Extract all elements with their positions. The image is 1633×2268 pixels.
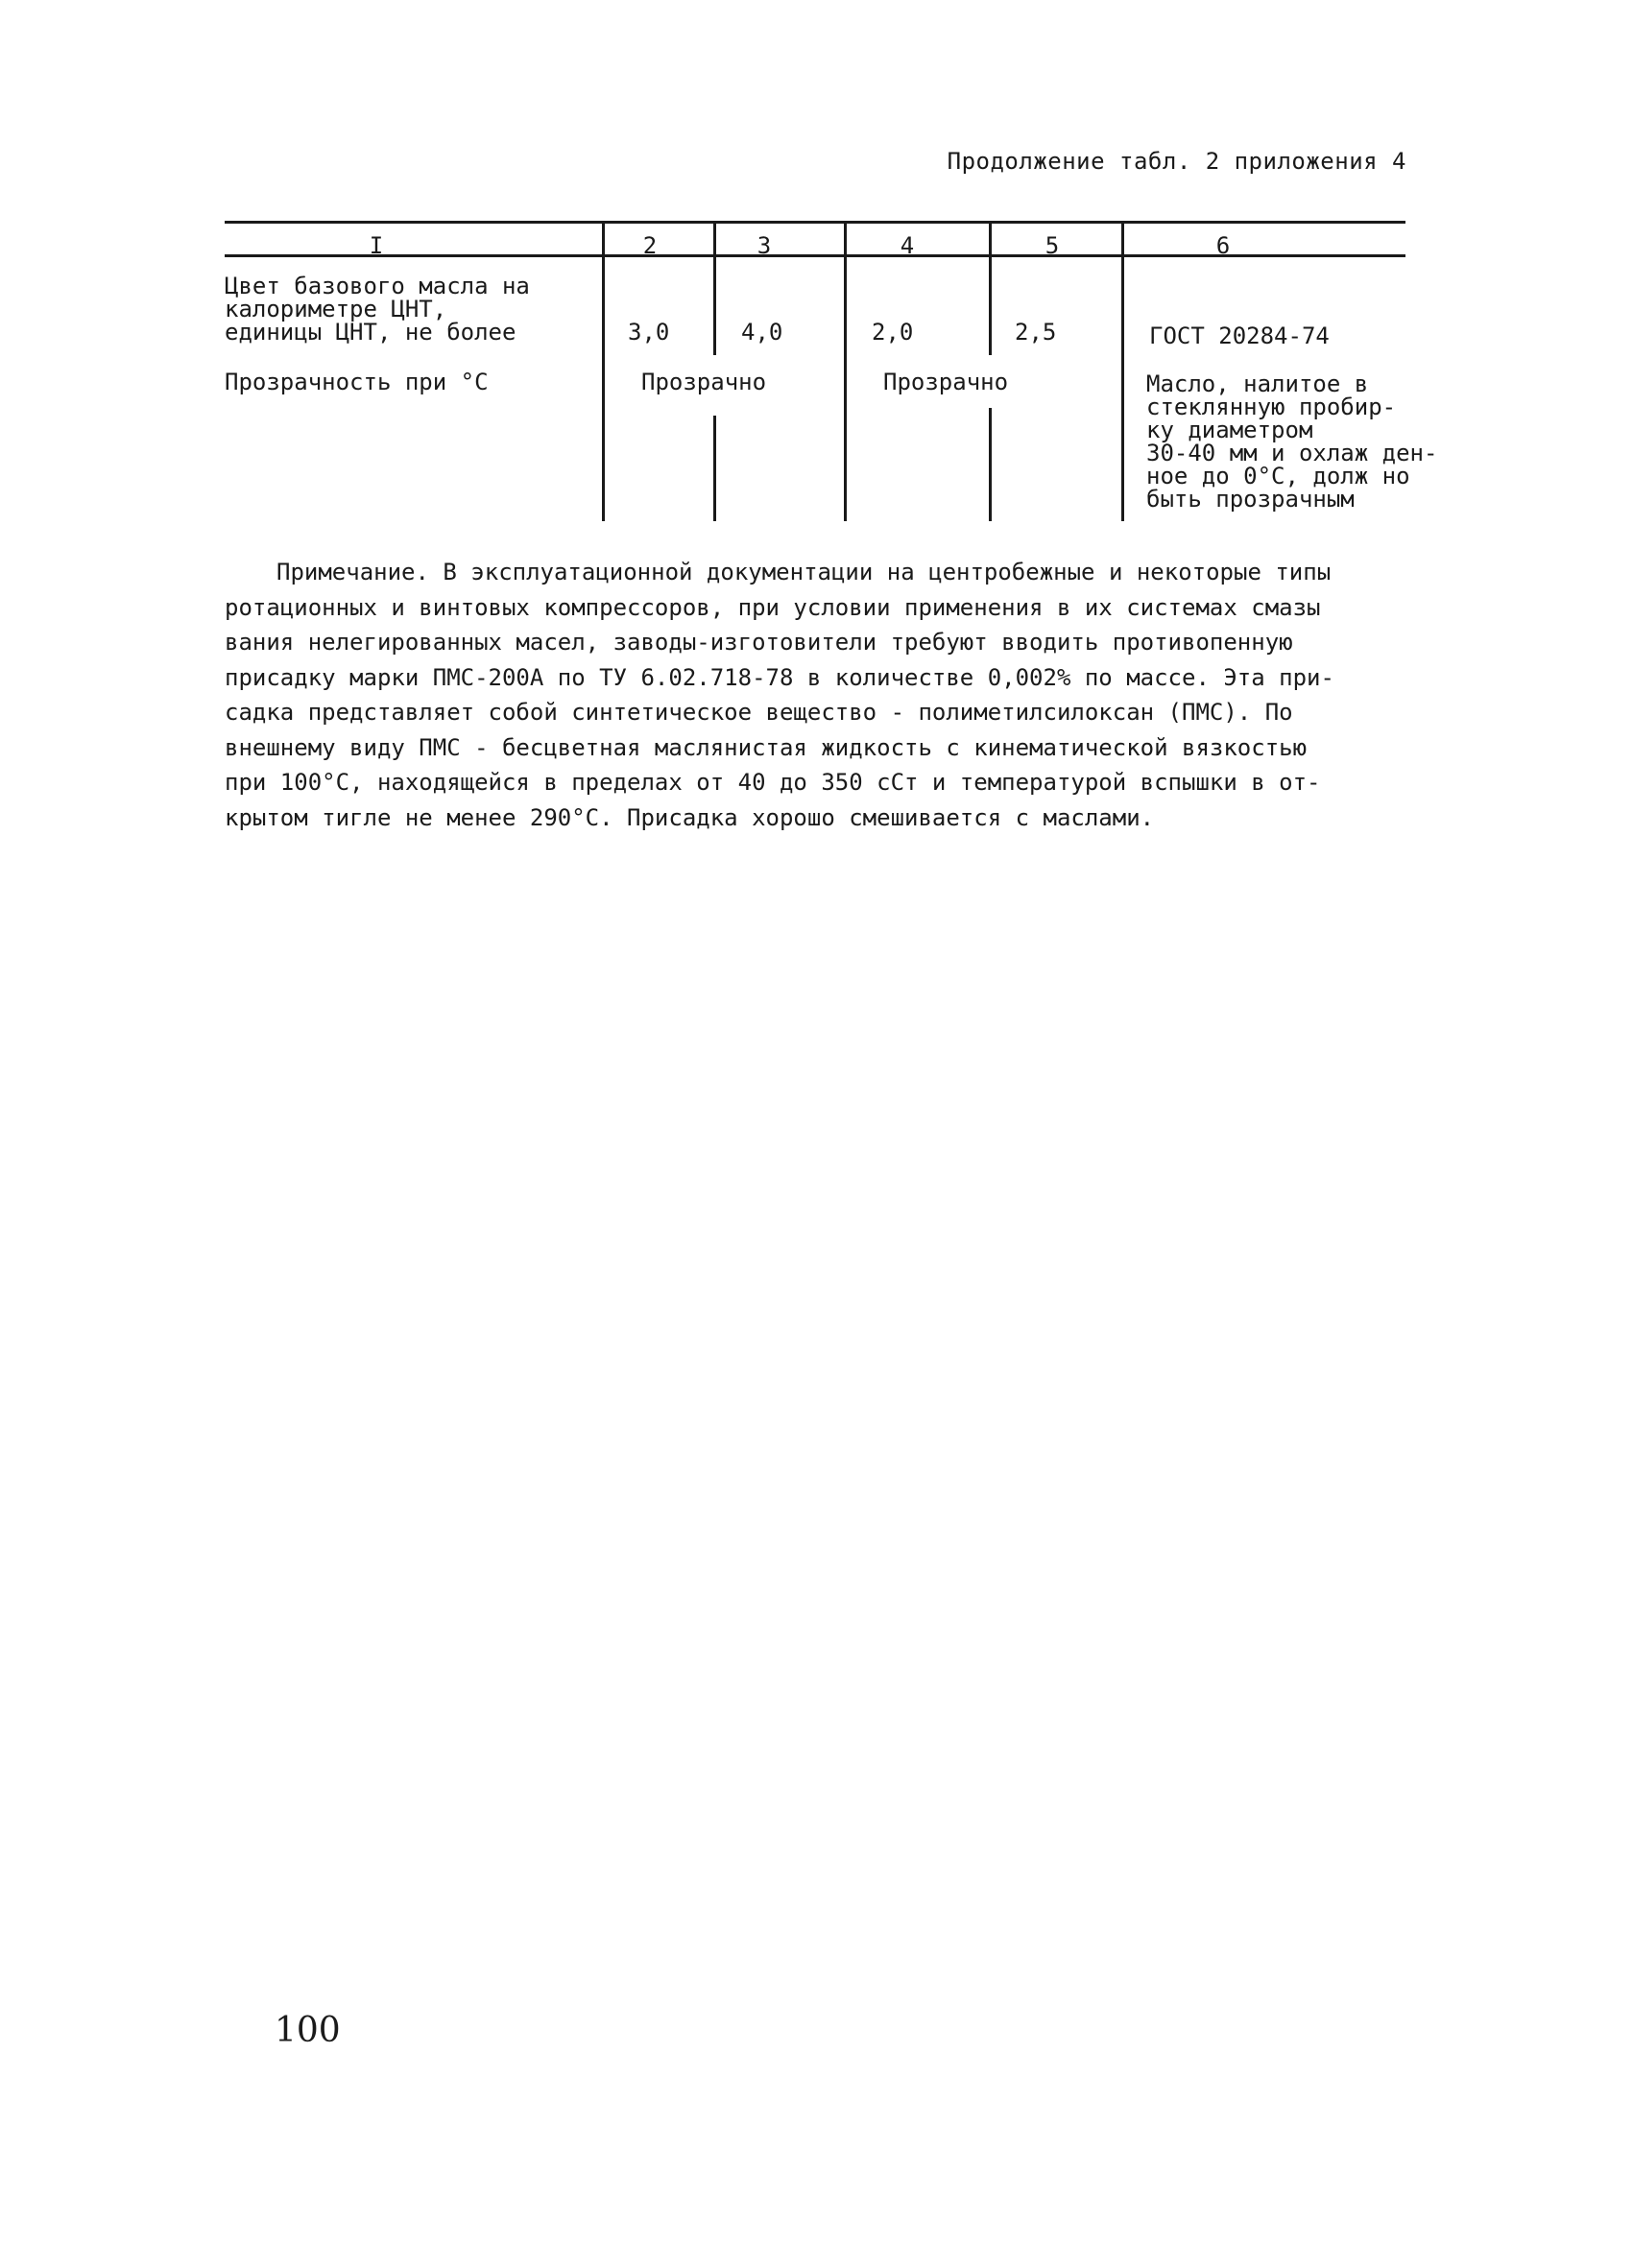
table-value: 2,5 [1015,319,1057,346]
table-col-divider [989,221,992,355]
column-number: 5 [1045,232,1060,259]
table-value: 3,0 [628,319,670,346]
note-line: садка представляет собой синтетическое вещество - полиметилсилоксан (ПМС). По [225,699,1293,726]
table-col-divider [602,221,605,521]
note-line: вания нелегированных масел, заводы-изготовители требуют вводить противопенную [225,629,1293,656]
note-paragraph [225,555,1377,835]
row-label-line: Цвет базового масла на [225,273,530,299]
note-line: при 100°С, находящейся в пределах от 40 до 350 сСт и температурой вспышки в от- [225,769,1321,796]
merged-value: Прозрачно [641,369,767,395]
note-line: присадку марки ПМС-200А по ТУ 6.02.718-78 в количестве 0,002% по массе. Эта при- [225,663,1334,691]
table-col-divider [989,408,992,521]
column-number: 6 [1215,232,1231,259]
table-col-divider [713,416,716,521]
table-value: 4,0 [741,319,783,346]
continuation-heading: Продолжение табл. 2 приложения 4 [947,148,1406,175]
note-line: внешнему виду ПМС - бесцветная маслянистая жидкость с кинематической вязкостью [225,733,1308,761]
page-number: 100 [275,2011,341,2050]
column-number: 2 [642,232,658,259]
table-top-rule [225,221,1405,224]
test-method: ГОСТ 20284-74 [1149,322,1330,349]
table-value: 2,0 [872,319,914,346]
test-method-line: Масло, налитое в [1146,370,1369,397]
table-col-divider [1121,221,1124,521]
test-method-line: ное до 0°С, долж но [1146,463,1410,489]
row-label-line: единицы ЦНТ, не более [225,319,516,346]
column-number: 3 [756,232,772,259]
column-number: 4 [900,232,915,259]
test-method-line: быть прозрачным [1146,486,1355,513]
row-label-line: калориметре ЦНТ, [225,296,447,322]
merged-value: Прозрачно [883,369,1009,395]
row-label-line: Прозрачность при °С [225,369,489,395]
column-number: I [369,232,384,259]
test-method-line: 30-40 мм и охлаж ден- [1146,440,1438,466]
table-col-divider [844,221,847,521]
note-line: крытом тигле не менее 290°С. Присадка хорошо смешивается с маслами. [225,803,1155,831]
table-col-divider [713,221,716,355]
test-method-line: стеклянную пробир- [1146,394,1397,420]
note-line: Примечание. В эксплуатационной документации на центробежные и некоторые типы [276,559,1332,585]
test-method-line: ку диаметром [1146,417,1313,443]
note-line: ротационных и винтовых компрессоров, при условии применения в их системах смазы [225,593,1321,621]
